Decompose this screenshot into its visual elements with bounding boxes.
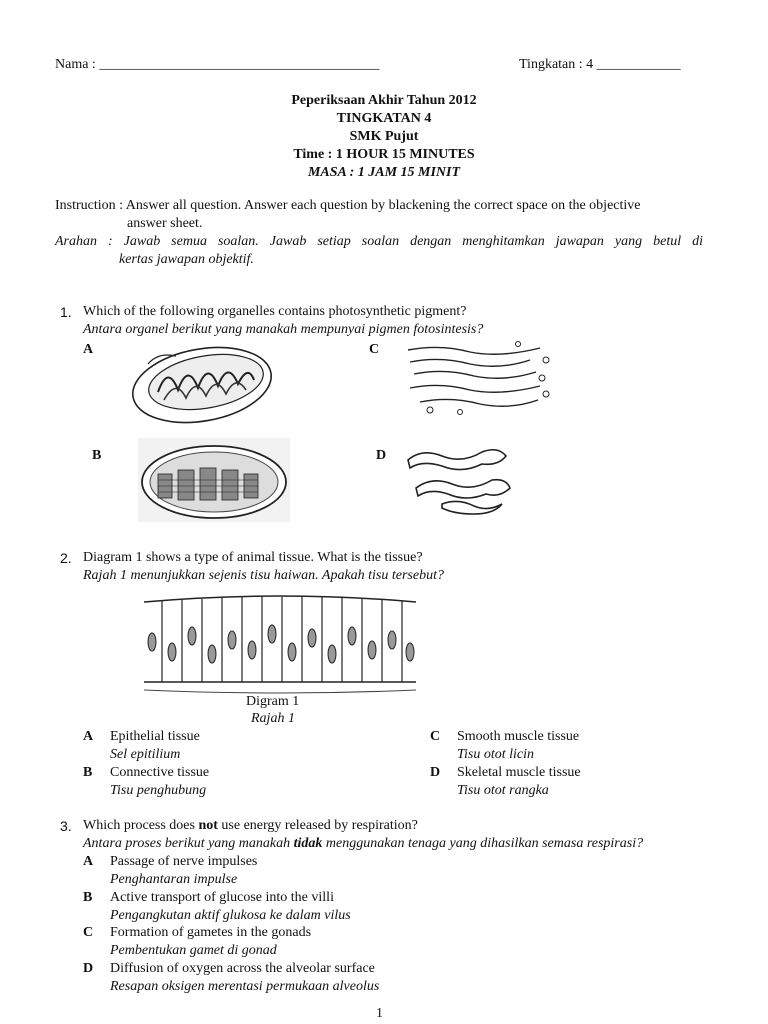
q2-text-en: Diagram 1 shows a type of animal tissue. What is the tissue? — [83, 550, 423, 565]
q2-text-ms: Rajah 1 menunjukkan sejenis tisu haiwan. Apakah tisu tersebut? — [83, 568, 444, 583]
q3-option-d-ms: Resapan oksigen merentasi permukaan alveolus — [110, 979, 380, 994]
exam-title-block — [0, 92, 768, 182]
q3-option-d-letter: D — [83, 961, 94, 976]
q2-option-c-ms: Tisu otot licin — [457, 747, 535, 762]
q2-option-a-en: Epithelial tissue — [110, 729, 200, 744]
exam-title: Peperiksaan Akhir Tahun 2012 — [291, 93, 477, 108]
q1-option-c-letter: C — [369, 342, 380, 357]
q2-option-c-letter: C — [430, 729, 441, 744]
smooth-er-image — [402, 444, 514, 516]
q3-option-b-letter: B — [83, 890, 93, 905]
exam-masa: MASA : 1 JAM 15 MINIT — [307, 165, 461, 180]
q1-text-ms: Antara organel berikut yang manakah mempunyai pigmen fotosintesis? — [83, 322, 484, 337]
q3-option-a-ms: Penghantaran impulse — [110, 872, 238, 887]
instruction-ms-line1: Arahan : Jawab semua soalan. Jawab setiap soalan dengan menghitamkan jawapan yang betul di — [55, 234, 703, 249]
diagram-1-caption-en: Digram 1 — [246, 694, 300, 709]
q2-option-b-letter: B — [83, 765, 93, 780]
nama-field-label: Nama : ________________________________________ — [55, 57, 380, 72]
q2-option-a-ms: Sel epitilium — [110, 747, 181, 762]
q2-option-c-en: Smooth muscle tissue — [457, 729, 580, 744]
q2-option-b-en: Connective tissue — [110, 765, 210, 780]
chloroplast-image — [138, 438, 290, 522]
q2-option-b-ms: Tisu penghubung — [110, 783, 207, 798]
q1-text-en: Which of the following organelles contains photosynthetic pigment? — [83, 304, 467, 319]
q1-option-d-letter: D — [376, 448, 387, 463]
q3-option-c-ms: Pembentukan gamet di gonad — [110, 943, 277, 958]
epithelial-tissue-diagram — [140, 592, 420, 696]
mitochondrion-image — [128, 344, 276, 426]
q2-number: 2. — [60, 550, 72, 566]
tingkatan-field-label: Tingkatan : 4 ____________ — [519, 57, 681, 72]
q3-number: 3. — [60, 818, 72, 834]
q3-option-a-en: Passage of nerve impulses — [110, 854, 258, 869]
q3-text-en: Which process does not use energy released by respiration? — [83, 818, 418, 833]
page-number: 1 — [376, 1006, 383, 1021]
q1-number: 1. — [60, 304, 72, 320]
q3-option-c-en: Formation of gametes in the gonads — [110, 925, 312, 940]
q3-text-ms: Antara proses berikut yang manakah tidak menggunakan tenaga yang dihasilkan semasa respirasi? — [83, 836, 644, 851]
exam-form: TINGKATAN 4 — [336, 111, 432, 126]
rough-er-image — [400, 340, 552, 416]
diagram-1-caption-ms: Rajah 1 — [251, 711, 295, 726]
exam-school: SMK Pujut — [349, 129, 419, 144]
q3-option-a-letter: A — [83, 854, 94, 869]
q2-option-d-en: Skeletal muscle tissue — [457, 765, 581, 780]
instruction-ms-line2: kertas jawapan objektif. — [119, 252, 254, 267]
q1-option-a-letter: A — [83, 342, 94, 357]
exam-time: Time : 1 HOUR 15 MINUTES — [293, 147, 475, 162]
q2-option-a-letter: A — [83, 729, 94, 744]
q3-option-c-letter: C — [83, 925, 94, 940]
q3-option-b-en: Active transport of glucose into the villi — [110, 890, 334, 905]
instruction-en-line2: answer sheet. — [127, 216, 203, 231]
q1-option-b-letter: B — [92, 448, 102, 463]
q2-option-d-letter: D — [430, 765, 441, 780]
q3-option-d-en: Diffusion of oxygen across the alveolar surface — [110, 961, 375, 976]
q3-option-b-ms: Pengangkutan aktif glukosa ke dalam vilus — [110, 908, 351, 923]
instruction-en-line1: Instruction : Answer all question. Answer each question by blackening the correct space on the objective — [55, 198, 641, 213]
q2-option-d-ms: Tisu otot rangka — [457, 783, 549, 798]
